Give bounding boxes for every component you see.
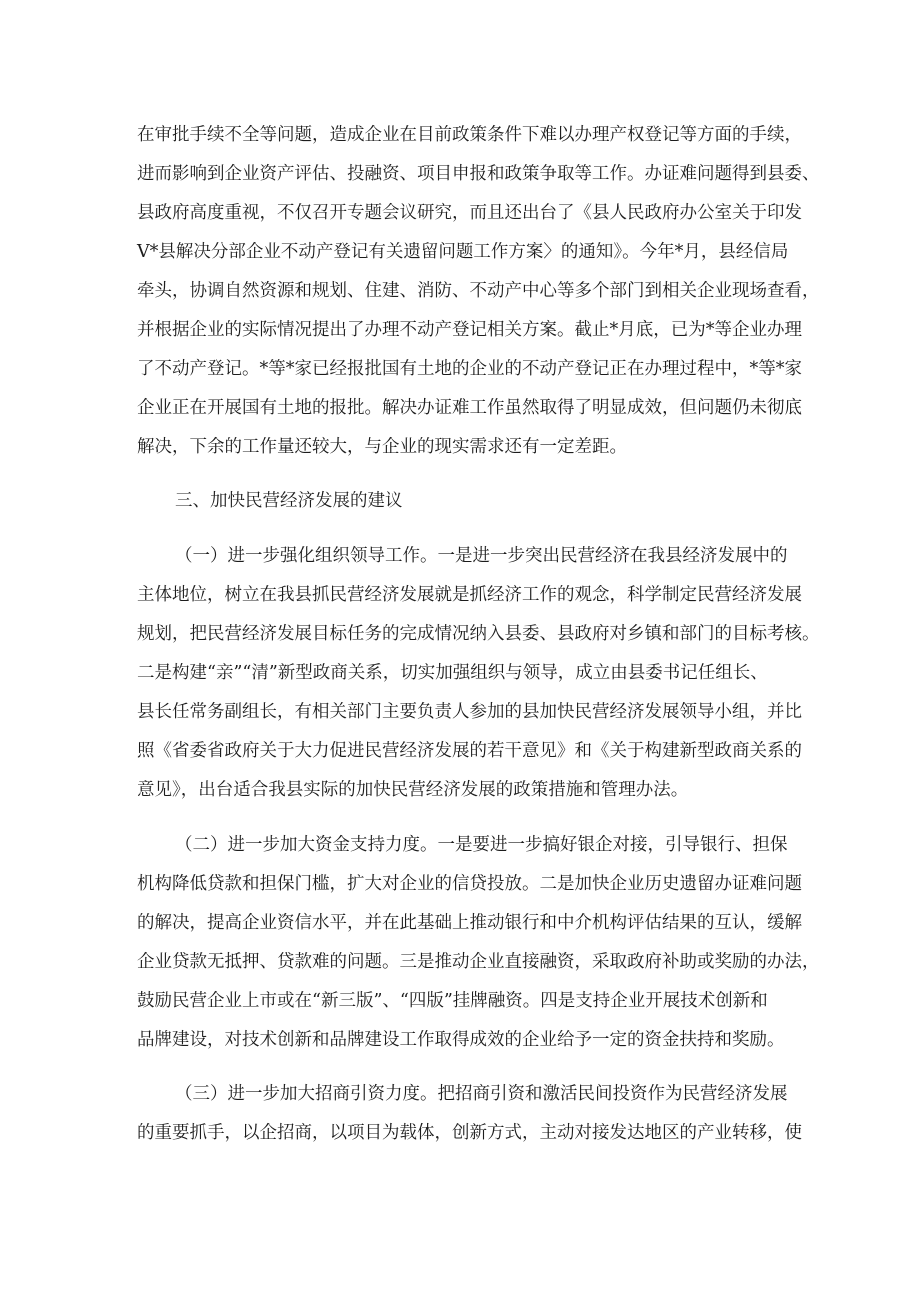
section-heading: 三、加快民营经济发展的建议: [175, 491, 403, 511]
text-line: （二）进一步加大资金支持力度。一是要进一步搞好银企对接，引导银行、担保: [175, 835, 788, 855]
text-line: 解决，下余的工作量还较大，与企业的现实需求还有一定差距。: [137, 437, 627, 457]
text-line: 在审批手续不全等问题，造成企业在目前政策条件下难以办理产权登记等方面的手续，: [137, 125, 802, 145]
text-line: 的解决，提高企业资信水平，并在此基础上推动银行和中介机构评估结果的互认，缓解: [137, 913, 802, 933]
text-line: 意见》，出台适合我县实际的加快民营经济发展的政策措施和管理办法。: [137, 780, 689, 800]
text-line: 鼓励民营企业上市或在“新三版”、“四版”挂牌融资。四是支持企业开展技术创新和: [137, 991, 768, 1011]
text-line: V*县解决分部企业不动产登记有关遗留问题工作方案〉的通知》。今年*月，县经信局: [137, 242, 789, 262]
text-line: 机构降低贷款和担保门槛，扩大对企业的信贷投放。二是加快企业历史遗留办证难问题: [137, 874, 802, 894]
text-line: 县政府高度重视，不仅召开专题会议研究，而且还出台了《县人民政府办公室关于印发: [137, 203, 802, 223]
text-line: 的重要抓手，以企招商，以项目为载体，创新方式，主动对接发达地区的产业转移，使: [137, 1123, 802, 1143]
text-line: 照《省委省政府关于大力促进民营经济发展的若干意见》和《关于构建新型政商关系的: [137, 741, 802, 761]
text-line: 品牌建设，对技术创新和品牌建设工作取得成效的企业给予一定的资金扶持和奖励。: [137, 1030, 785, 1050]
text-line: 并根据企业的实际情况提出了办理不动产登记相关方案。截止*月底，已为*等企业办理: [137, 320, 802, 340]
text-line: 进而影响到企业资产评估、投融资、项目申报和政策争取等工作。办证难问题得到县委、: [137, 164, 820, 184]
text-line: 县长任常务副组长，有相关部门主要负责人参加的县加快民营经济发展领导小组，并比: [137, 702, 802, 722]
text-line: 牵头，协调自然资源和规划、住建、消防、不动产中心等多个部门到相关企业现场查看，: [137, 281, 820, 301]
text-line: 主体地位，树立在我县抓民营经济发展就是抓经济工作的观念，科学制定民营经济发展: [137, 585, 802, 605]
text-line: 企业正在开展国有土地的报批。解决办证难工作虽然取得了明显成效，但问题仍未彻底: [137, 398, 802, 418]
text-line: 二是构建“亲”“清”新型政商关系，切实加强组织与领导，成立由县委书记任组长、: [137, 663, 768, 683]
text-line: 企业贷款无抵押、贷款难的问题。三是推动企业直接融资，采取政府补助或奖励的办法，: [137, 952, 820, 972]
text-line: （三）进一步加大招商引资力度。把招商引资和激活民间投资作为民营经济发展: [175, 1084, 788, 1104]
text-line: 了不动产登记。*等*家已经报批国有土地的企业的不动产登记正在办理过程中，*等*家: [137, 359, 802, 379]
text-line: （一）进一步强化组织领导工作。一是进一步突出民营经济在我县经济发展中的: [175, 546, 788, 566]
text-line: 规划，把民营经济发展目标任务的完成情况纳入县委、县政府对乡镇和部门的目标考核。: [137, 624, 820, 644]
